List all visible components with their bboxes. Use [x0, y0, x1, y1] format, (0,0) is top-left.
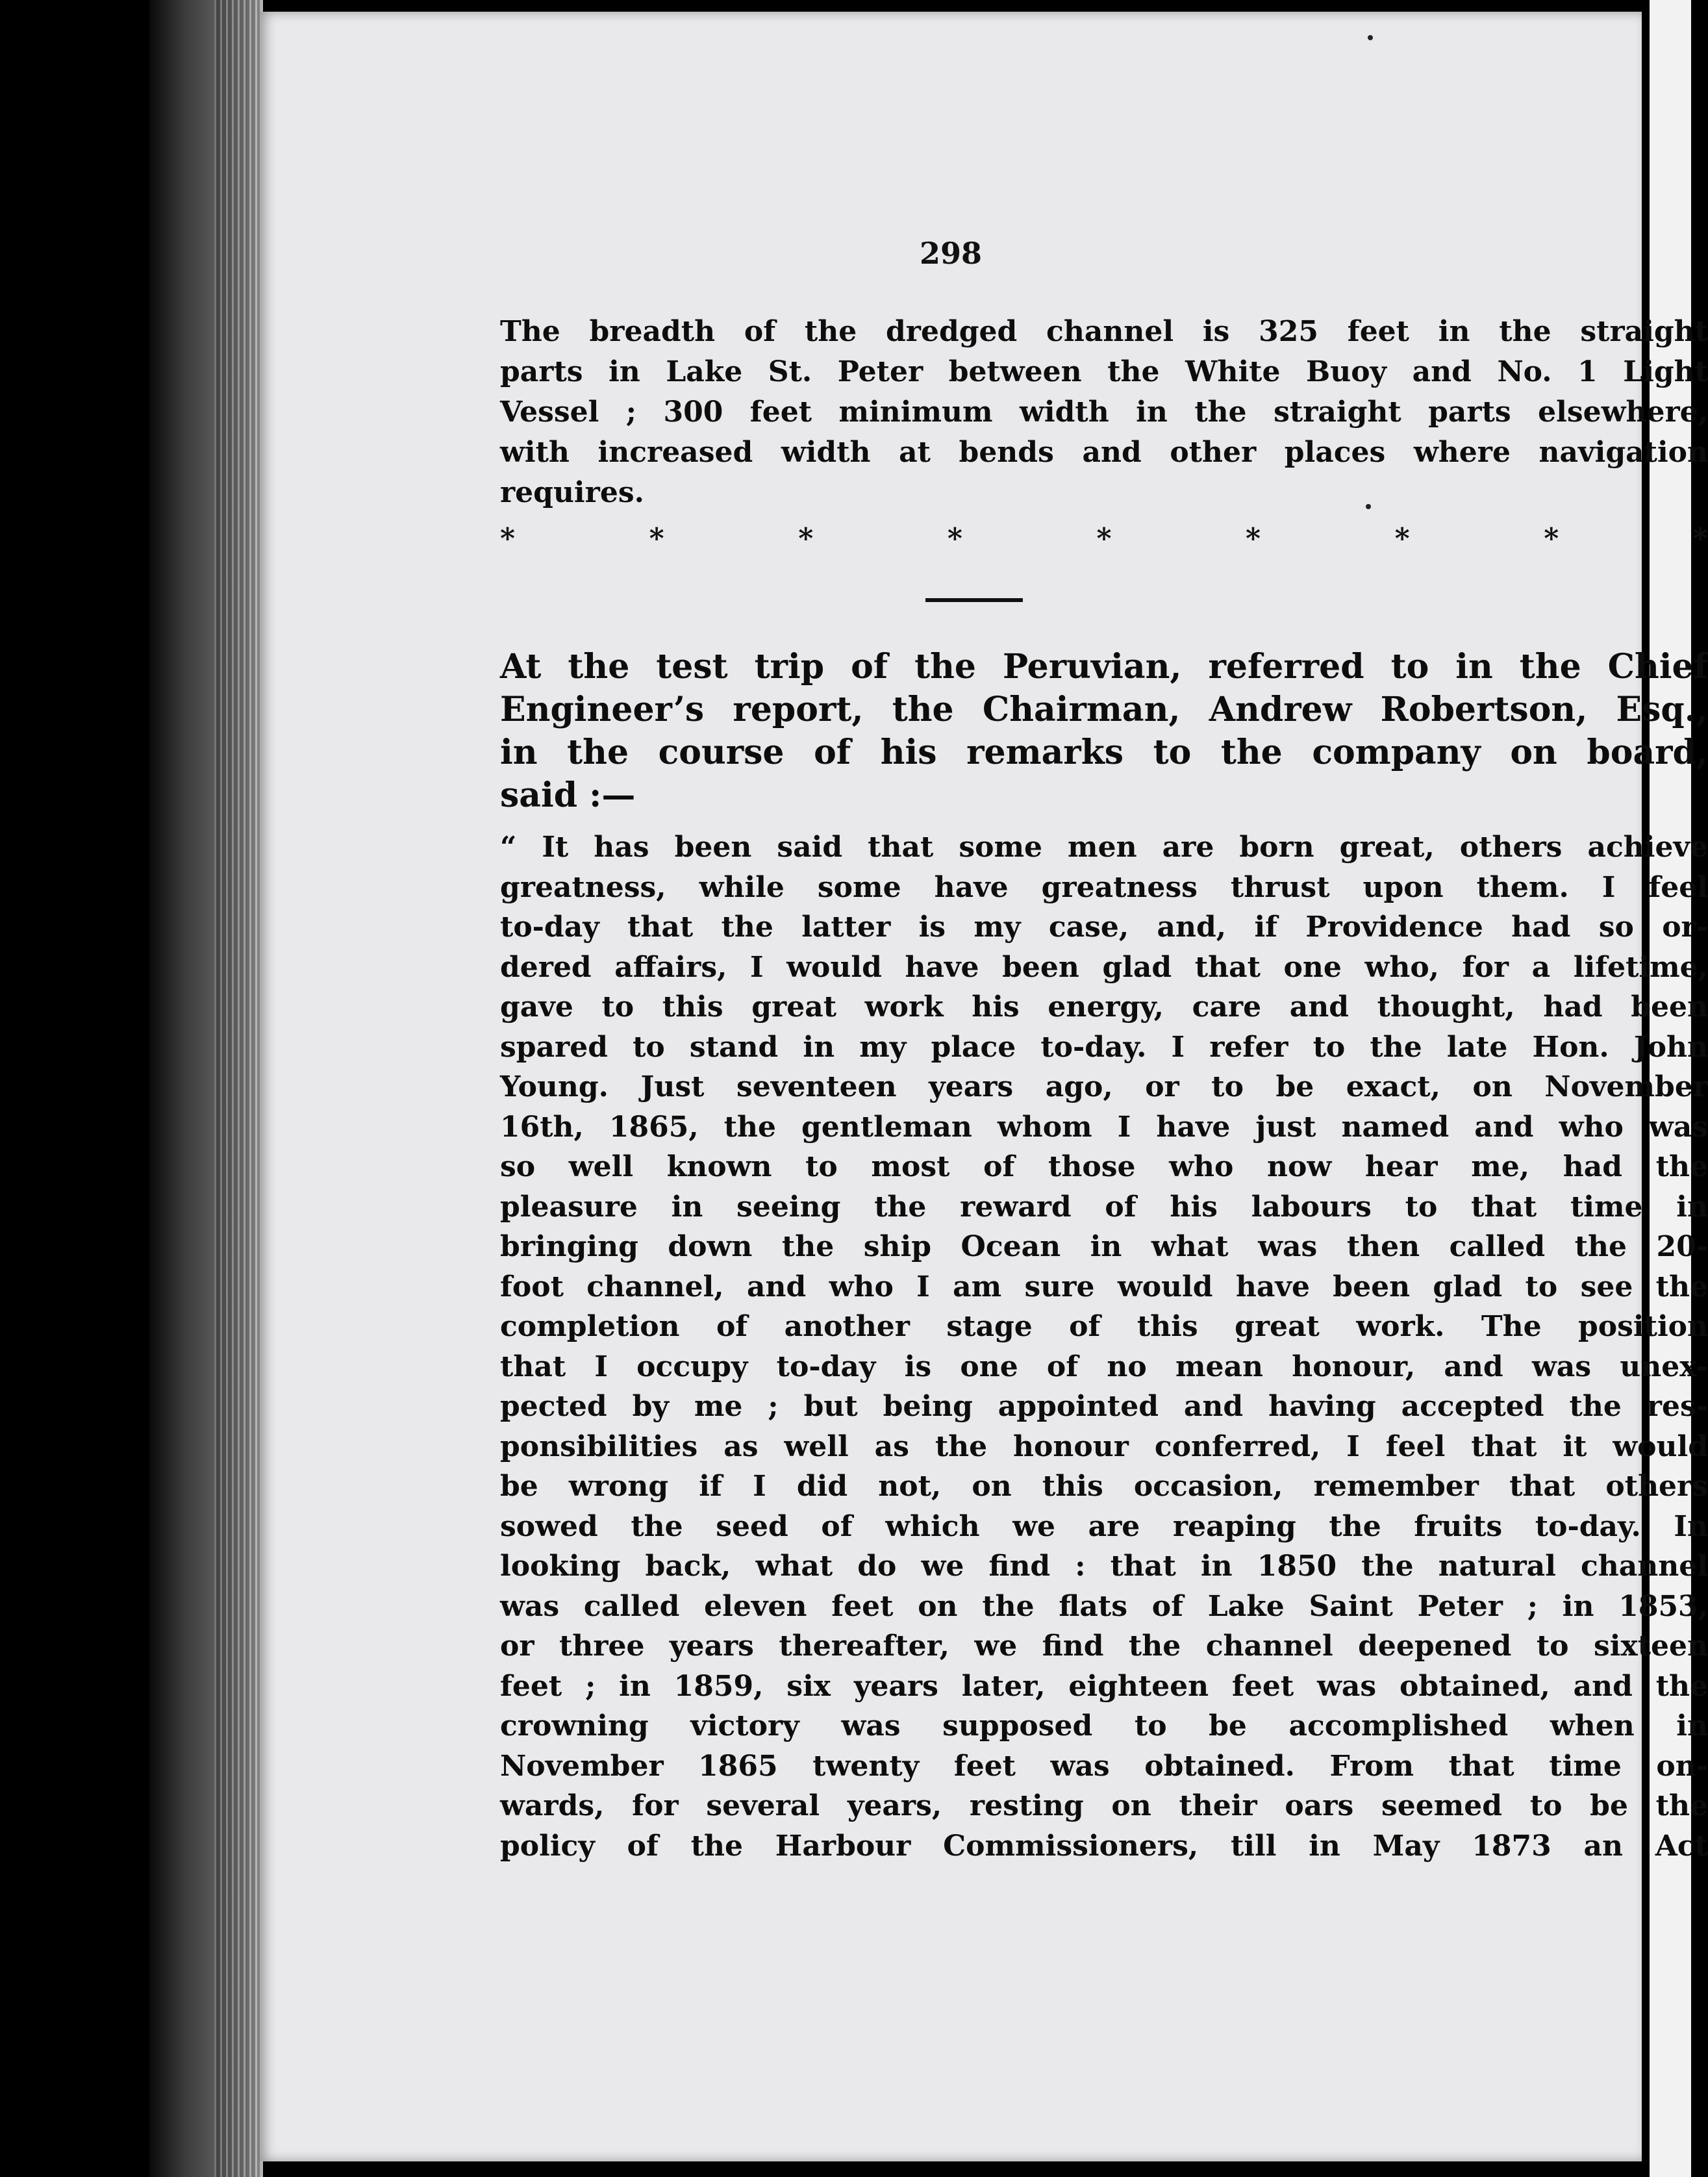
scan-speck [1366, 504, 1371, 509]
text-line: 16th, 1865, the gentleman whom I have just named and who was [500, 1110, 1708, 1144]
text-line: ponsibilities as well as the honour conferred, I feel that it would [500, 1429, 1708, 1463]
asterisk: * [649, 522, 664, 555]
asterisk: * [947, 522, 962, 555]
asterisk-separator [500, 522, 1708, 555]
asterisk: * [1544, 522, 1559, 555]
text-line: crowning victory was supposed to be accomplished when in [500, 1709, 1708, 1743]
text-line: greatness, while some have greatness thrust upon them. I feel [500, 870, 1708, 904]
text-line: or three years thereafter, we find the channel deepened to sixteen [500, 1630, 1708, 1663]
section-divider-rule [925, 598, 1023, 602]
text-line: The breadth of the dredged channel is 325 feet in the straight [500, 315, 1708, 348]
text-line: parts in Lake St. Peter between the White Buoy and No. 1 Light [500, 355, 1708, 388]
text-line: be wrong if I did not, on this occasion, remember that others [500, 1470, 1708, 1503]
text-line: policy of the Harbour Commissioners, till in May 1873 an Act [500, 1829, 1708, 1863]
text-line: looking back, what do we find : that in 1850 the natural channel [500, 1550, 1708, 1583]
text-line: spared to stand in my place to-day. I refer to the late Hon. John [500, 1030, 1708, 1064]
text-line: so well known to most of those who now hear me, had the [500, 1150, 1708, 1183]
asterisk: * [1394, 522, 1410, 555]
text-line: sowed the seed of which we are reaping the fruits to-day. In [500, 1509, 1708, 1543]
text-line: was called eleven feet on the flats of Lake Saint Peter ; in 1853, [500, 1589, 1708, 1623]
scan-speck [1368, 35, 1373, 40]
paragraph-chairman-speech [500, 827, 1708, 1866]
text-line: requires. [500, 476, 644, 509]
text-line: pleasure in seeing the reward of his labours to that time in [500, 1190, 1708, 1224]
paragraph-test-trip [500, 646, 1708, 817]
asterisk: * [1246, 522, 1261, 555]
text-line: with increased width at bends and other places where navigation [500, 436, 1708, 469]
text-line: Young. Just seventeen years ago, or to be exact, on November [500, 1070, 1708, 1103]
text-line: Engineer’s report, the Chairman, Andrew Robertson, Esq., [500, 690, 1708, 729]
text-line: feet ; in 1859, six years later, eighteen feet was obtained, and the [500, 1669, 1708, 1703]
asterisk: * [798, 522, 814, 555]
text-line: completion of another stage of this great work. The position [500, 1310, 1708, 1343]
text-line: pected by me ; but being appointed and having accepted the res- [500, 1390, 1708, 1423]
page-number: 298 [919, 236, 983, 271]
text-line: dered affairs, I would have been glad that one who, for a lifetime, [500, 950, 1708, 984]
asterisk: * [1096, 522, 1112, 555]
text-line: in the course of his remarks to the company on board, [500, 733, 1708, 772]
text-line: bringing down the ship Ocean in what was then called the 20- [500, 1230, 1708, 1263]
text-line: At the test trip of the Peruvian, referred to in the Chief [500, 647, 1708, 686]
text-line: November 1865 twenty feet was obtained. From that time on- [500, 1749, 1708, 1783]
text-line: “ It has been said that some men are born great, others achieve [500, 831, 1708, 864]
text-line: to-day that the latter is my case, and, if Providence had so or- [500, 911, 1708, 944]
text-line: wards, for several years, resting on their oars seemed to be the [500, 1789, 1708, 1822]
text-line: foot channel, and who I am sure would have been glad to see the [500, 1270, 1708, 1303]
asterisk: * [500, 522, 516, 555]
text-line: Vessel ; 300 feet minimum width in the straight parts elsewhere, [500, 396, 1708, 429]
text-line: gave to this great work his energy, care and thought, had been [500, 990, 1708, 1024]
paragraph-channel-breadth [500, 312, 1708, 513]
text-line: said :— [500, 775, 636, 815]
asterisk: * [1692, 522, 1708, 555]
page-edges [214, 0, 260, 2177]
text-line: that I occupy to-day is one of no mean honour, and was unex- [500, 1350, 1708, 1383]
book-page [260, 12, 1708, 2161]
